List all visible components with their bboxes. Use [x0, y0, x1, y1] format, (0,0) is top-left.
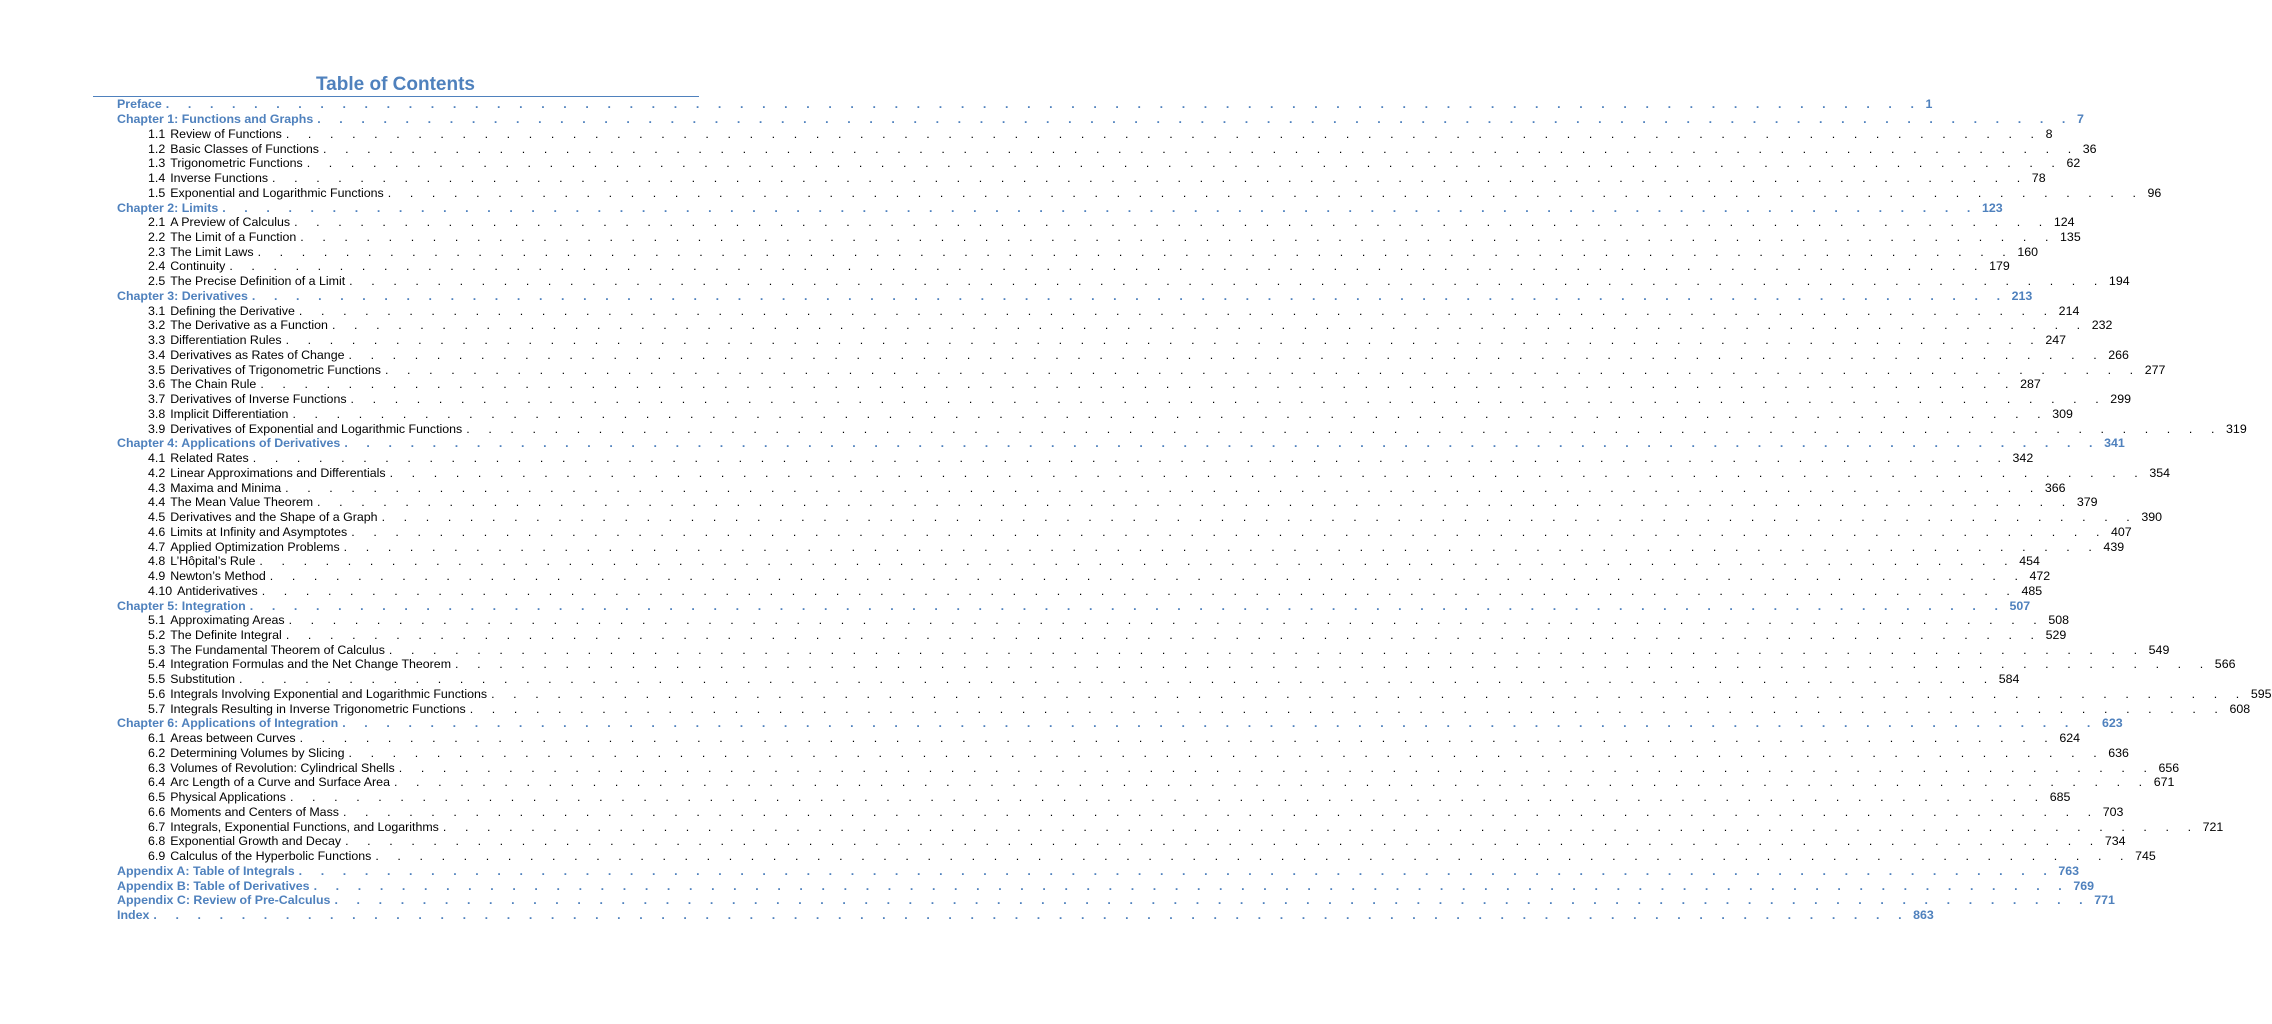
section-number: 5.5: [148, 672, 166, 687]
section-number: 2.3: [148, 244, 166, 259]
dot-leader: . . . . . . . . . . . . . . . . . . . . . . . . . . . . . . . . . . . . . . . . . . . . . . . . . . . . . . . . . . . . . . . . . . . . . . . . . . . . . . . .: [285, 126, 2042, 141]
section-number: 4.4: [148, 495, 166, 510]
entry-title: The Limit of a Function: [170, 230, 297, 245]
toc-section-entry[interactable]: [148, 126, 2053, 141]
dot-leader: . . . . . . . . . . . . . . . . . . . . . . . . . . . . . . . . . . . . . . . . . . . . . . . . . . . . . . . . . . . . . . . . . . . . . . . . . . . . . . . .: [288, 613, 2045, 628]
page-number: 277: [2144, 362, 2166, 377]
dot-leader: . . . . . . . . . . . . . . . . . . . . . . . . . . . . . . . . . . . . . . . . . . . . . . . . . . . . . . . . . . . . . . . . . . . . . . . . . . . . . . . .: [348, 745, 2105, 760]
dot-leader: . . . . . . . . . . . . . . . . . . . . . . . . . . . . . . . . . . . . . . . . . . . . . . . . . . . . . . . . . . . . . . . . . . . . . . . . . . . . . . . .: [469, 701, 2226, 716]
page-number: 213: [2011, 288, 2033, 303]
dot-leader: . . . . . . . . . . . . . . . . . . . . . . . . . . . . . . . . . . . . . . . . . . . . . . . . . . . . . . . . . . . . . . . . . . . . . . . . . . . . . . . .: [165, 97, 1922, 112]
section-number: 3.3: [148, 333, 166, 348]
section-number: 5.4: [148, 657, 166, 672]
section-number: 6.2: [148, 745, 166, 760]
dot-leader: . . . . . . . . . . . . . . . . . . . . . . . . . . . . . . . . . . . . . . . . . . . . . . . . . . . . . . . . . . . . . . . . . . . . . . . . . . . . . . . .: [153, 908, 1910, 923]
dot-leader: . . . . . . . . . . . . . . . . . . . . . . . . . . . . . . . . . . . . . . . . . . . . . . . . . . . . . . . . . . . . . . . . . . . . . . . . . . . . . . . .: [285, 480, 2041, 495]
section-number: 5.2: [148, 627, 166, 642]
entry-title: Inverse Functions: [170, 171, 269, 186]
section-number: 3.2: [148, 318, 166, 333]
dot-leader: . . . . . . . . . . . . . . . . . . . . . . . . . . . . . . . . . . . . . . . . . . . . . . . . . . . . . . . . . . . . . . . . . . . . . . . . . . . . . . . .: [269, 569, 2026, 584]
section-number: 1.1: [148, 126, 166, 141]
toc-section-entry[interactable]: [148, 171, 2046, 186]
entry-title: Appendix B: Table of Derivatives: [117, 878, 310, 893]
dot-leader: . . . . . . . . . . . . . . . . . . . . . . . . . . . . . . . . . . . . . . . . . . . . . . . . . . . . . . . . . . . . . . . . . . . . . . . . . . . . . . . .: [260, 377, 2017, 392]
section-number: 6.4: [148, 775, 166, 790]
page-number: 863: [1913, 908, 1934, 923]
page-number: 507: [2009, 598, 2031, 613]
toc-chapter-entry[interactable]: [117, 288, 2033, 304]
page-number: 135: [2060, 230, 2081, 245]
toc-section-entry[interactable]: [148, 421, 2247, 436]
page-number: 529: [2045, 627, 2067, 642]
page-number: 624: [2059, 731, 2081, 746]
section-number: 4.5: [148, 510, 166, 525]
page-number: 96: [2147, 185, 2162, 200]
entry-title: Moments and Centers of Mass: [170, 804, 339, 819]
toc-section-entry[interactable]: [148, 465, 2171, 481]
entry-title: Approximating Areas: [170, 613, 285, 628]
toc-section-entry[interactable]: [148, 141, 2097, 156]
dot-leader: . . . . . . . . . . . . . . . . . . . . . . . . . . . . . . . . . . . . . . . . . . . . . . . . . . . . . . . . . . . . . . . . . . . . . . . . . . . . . . . .: [350, 392, 2107, 407]
toc-section-entry[interactable]: [148, 760, 2180, 775]
toc-chapter-entry[interactable]: [117, 716, 2123, 731]
entry-title: Linear Approximations and Differentials: [170, 465, 386, 480]
entry-title: Determining Volumes by Slicing: [170, 745, 345, 760]
toc-section-entry[interactable]: [148, 185, 2162, 200]
page-number: 584: [1998, 672, 2020, 687]
toc-section-entry[interactable]: [148, 215, 2075, 230]
section-number: 6.9: [148, 849, 166, 864]
toc-section-entry[interactable]: [148, 613, 2070, 628]
toc-section-entry[interactable]: [148, 406, 2073, 422]
section-number: 6.7: [148, 819, 166, 834]
entry-title: Appendix A: Table of Integrals: [117, 863, 295, 878]
section-number: 2.2: [148, 230, 166, 245]
dot-leader: . . . . . . . . . . . . . . . . . . . . . . . . . . . . . . . . . . . . . . . . . . . . . . . . . . . . . . . . . . . . . . . . . . . . . . . . . . . . . . . .: [351, 524, 2107, 539]
entry-title: Continuity: [170, 259, 226, 274]
page-number: 194: [2108, 274, 2130, 289]
toc-section-entry[interactable]: [148, 790, 2071, 805]
dot-leader: . . . . . . . . . . . . . . . . . . . . . . . . . . . . . . . . . . . . . . . . . . . . . . . . . . . . . . . . . . . . . . . . . . . . . . . . . . . . . . . .: [342, 716, 2098, 731]
page-number: 407: [2111, 524, 2132, 539]
dot-leader: . . . . . . . . . . . . . . . . . . . . . . . . . . . . . . . . . . . . . . . . . . . . . . . . . . . . . . . . . . . . . . . . . . . . . . . . . . . . . . . .: [348, 347, 2105, 362]
section-number: 6.6: [148, 804, 166, 819]
page-number: 379: [2076, 495, 2098, 510]
section-number: 1.4: [148, 171, 166, 186]
section-number: 4.1: [148, 451, 166, 466]
section-number: 3.9: [148, 421, 166, 436]
section-number: 4.6: [148, 524, 166, 539]
dot-leader: . . . . . . . . . . . . . . . . . . . . . . . . . . . . . . . . . . . . . . . . . . . . . . . . . . . . . . . . . . . . . . . . . . . . . . . . . . . . . . . .: [455, 657, 2211, 672]
page-number: 763: [2058, 863, 2080, 878]
dot-leader: . . . . . . . . . . . . . . . . . . . . . . . . . . . . . . . . . . . . . . . . . . . . . . . . . . . . . . . . . . . . . . . . . . . . . . . . . . . . . . . .: [285, 333, 2042, 348]
dot-leader: . . . . . . . . . . . . . . . . . . . . . . . . . . . . . . . . . . . . . . . . . . . . . . . . . . . . . . . . . . . . . . . . . . . . . . . . . . . . . . . .: [313, 878, 2070, 893]
dot-leader: . . . . . . . . . . . . . . . . . . . . . . . . . . . . . . . . . . . . . . . . . . . . . . . . . . . . . . . . . . . . . . . . . . . . . . . . . . . . . . . .: [343, 539, 2100, 554]
page-number: 623: [2101, 716, 2123, 731]
page-number: 734: [2104, 834, 2126, 849]
dot-leader: . . . . . . . . . . . . . . . . . . . . . . . . . . . . . . . . . . . . . . . . . . . . . . . . . . . . . . . . . . . . . . . . . . . . . . . . . . . . . . . .: [491, 686, 2247, 701]
entry-title: L’Hôpital’s Rule: [170, 554, 256, 569]
section-number: 4.10: [148, 583, 173, 598]
section-number: 1.3: [148, 156, 166, 171]
toc-chapter-entry[interactable]: [117, 598, 2031, 613]
page-number: 439: [2103, 539, 2125, 554]
dot-leader: . . . . . . . . . . . . . . . . . . . . . . . . . . . . . . . . . . . . . . . . . . . . . . . . . . . . . . . . . . . . . . . . . . . . . . . . . . . . . . . .: [292, 406, 2049, 421]
entry-title: Chapter 2: Limits: [117, 200, 219, 215]
toc-section-entry[interactable]: [148, 554, 2040, 569]
dot-leader: . . . . . . . . . . . . . . . . . . . . . . . . . . . . . . . . . . . . . . . . . . . . . . . . . . . . . . . . . . . . . . . . . . . . . . . . . . . . . . . .: [229, 259, 1986, 274]
page-number: 179: [1989, 259, 2010, 274]
page-number: 160: [2017, 244, 2039, 259]
page-number: 769: [2073, 878, 2095, 893]
section-number: 6.3: [148, 760, 166, 775]
page-number: 595: [2250, 686, 2272, 701]
entry-title: Appendix C: Review of Pre-Calculus: [117, 893, 331, 908]
dot-leader: . . . . . . . . . . . . . . . . . . . . . . . . . . . . . . . . . . . . . . . . . . . . . . . . . . . . . . . . . . . . . . . . . . . . . . . . . . . . . . . .: [344, 436, 2101, 451]
section-number: 3.5: [148, 362, 166, 377]
entry-title: The Chain Rule: [170, 377, 257, 392]
page-number: 299: [2110, 392, 2131, 407]
toc-chapter-entry[interactable]: [117, 863, 2080, 878]
page-number: 247: [2045, 333, 2067, 348]
entry-title: Review of Functions: [170, 126, 282, 141]
toc-section-entry[interactable]: [148, 731, 2081, 746]
dot-leader: . . . . . . . . . . . . . . . . . . . . . . . . . . . . . . . . . . . . . . . . . . . . . . . . . . . . . . . . . . . . . . . . . . . . . . . . . . . . . . . .: [306, 156, 2063, 171]
toc-section-entry[interactable]: [148, 686, 2272, 702]
section-number: 2.4: [148, 259, 166, 274]
page-number: 508: [2048, 613, 2070, 628]
section-number: 4.7: [148, 539, 166, 554]
entry-title: Differentiation Rules: [170, 333, 282, 348]
entry-title: Defining the Derivative: [170, 303, 295, 318]
page-number: 266: [2108, 347, 2129, 362]
page-number: 390: [2141, 510, 2163, 525]
dot-leader: . . . . . . . . . . . . . . . . . . . . . . . . . . . . . . . . . . . . . . . . . . . . . . . . . . . . . . . . . . . . . . . . . . . . . . . . . . . . . . . .: [388, 642, 2145, 657]
page-number: 36: [2082, 141, 2097, 156]
entry-title: Derivatives as Rates of Change: [170, 347, 345, 362]
toc-section-entry[interactable]: [148, 274, 2130, 289]
entry-title: Antiderivatives: [177, 583, 258, 598]
dot-leader: . . . . . . . . . . . . . . . . . . . . . . . . . . . . . . . . . . . . . . . . . . . . . . . . . . . . . . . . . . . . . . . . . . . . . . . . . . . . . . . .: [249, 598, 2006, 613]
entry-title: Integrals Resulting in Inverse Trigonometric Functions: [170, 701, 466, 716]
page-number: 309: [2052, 406, 2073, 421]
page-number: 472: [2029, 569, 2051, 584]
dot-leader: . . . . . . . . . . . . . . . . . . . . . . . . . . . . . . . . . . . . . . . . . . . . . . . . . . . . . . . . . . . . . . . . . . . . . . . . . . . . . . . .: [285, 627, 2042, 642]
toc-section-entry[interactable]: [148, 642, 2170, 657]
toc-chapter-entry[interactable]: [117, 97, 1933, 112]
entry-title: Trigonometric Functions: [170, 156, 303, 171]
entry-title: Implicit Differentiation: [170, 406, 289, 421]
entry-title: Integrals, Exponential Functions, and Logarithms: [170, 819, 439, 834]
dot-leader: . . . . . . . . . . . . . . . . . . . . . . . . . . . . . . . . . . . . . . . . . . . . . . . . . . . . . . . . . . . . . . . . . . . . . . . . . . . . . . . .: [298, 863, 2055, 878]
toc-section-entry[interactable]: [148, 657, 2236, 672]
section-number: 5.7: [148, 701, 166, 716]
page-number: 287: [2020, 377, 2041, 392]
section-number: 3.7: [148, 392, 166, 407]
entry-title: The Definite Integral: [170, 627, 282, 642]
toc-section-entry[interactable]: [148, 495, 2098, 510]
entry-title: Newton’s Method: [170, 569, 266, 584]
entry-title: Exponential Growth and Decay: [170, 834, 342, 849]
toc-section-entry[interactable]: [148, 539, 2125, 554]
toc-section-entry[interactable]: [148, 451, 2034, 466]
entry-title: Arc Length of a Curve and Surface Area: [170, 775, 390, 790]
entry-title: The Precise Definition of a Limit: [170, 274, 346, 289]
section-number: 4.3: [148, 480, 166, 495]
page-number: 7: [2076, 112, 2084, 127]
section-number: 3.1: [148, 303, 166, 318]
entry-title: Chapter 1: Functions and Graphs: [117, 112, 314, 127]
section-number: 5.1: [148, 613, 166, 628]
toc-section-entry[interactable]: [148, 333, 2067, 348]
dot-leader: . . . . . . . . . . . . . . . . . . . . . . . . . . . . . . . . . . . . . . . . . . . . . . . . . . . . . . . . . . . . . . . . . . . . . . . . . . . . . . . .: [298, 303, 2055, 318]
toc-chapter-entry[interactable]: [117, 893, 2115, 908]
dot-leader: . . . . . . . . . . . . . . . . . . . . . . . . . . . . . . . . . . . . . . . . . . . . . . . . . . . . . . . . . . . . . . . . . . . . . . . . . . . . . . . .: [387, 185, 2144, 200]
dot-leader: . . . . . . . . . . . . . . . . . . . . . . . . . . . . . . . . . . . . . . . . . . . . . . . . . . . . . . . . . . . . . . . . . . . . . . . . . . . . . . . .: [252, 451, 2009, 466]
toc-section-entry[interactable]: [148, 480, 2066, 495]
toc-section-entry[interactable]: [148, 834, 2126, 849]
section-number: 5.6: [148, 686, 166, 701]
entry-title: Derivatives of Trigonometric Functions: [170, 362, 381, 377]
toc-section-entry[interactable]: [148, 156, 2081, 171]
entry-title: The Fundamental Theorem of Calculus: [170, 642, 385, 657]
dot-leader: . . . . . . . . . . . . . . . . . . . . . . . . . . . . . . . . . . . . . . . . . . . . . . . . . . . . . . . . . . . . . . . . . . . . . . . . . . . . . . . .: [257, 244, 2014, 259]
section-number: 3.8: [148, 406, 166, 421]
toc-section-entry[interactable]: [148, 701, 2251, 716]
toc-section-entry[interactable]: [148, 672, 2020, 687]
entry-title: Maxima and Minima: [170, 480, 282, 495]
dot-leader: . . . . . . . . . . . . . . . . . . . . . . . . . . . . . . . . . . . . . . . . . . . . . . . . . . . . . . . . . . . . . . . . . . . . . . . . . . . . . . . .: [300, 230, 2057, 245]
dot-leader: . . . . . . . . . . . . . . . . . . . . . . . . . . . . . . . . . . . . . . . . . . . . . . . . . . . . . . . . . . . . . . . . . . . . . . . . . . . . . . . .: [322, 141, 2079, 156]
toc-section-entry[interactable]: [148, 362, 2166, 377]
dot-leader: . . . . . . . . . . . . . . . . . . . . . . . . . . . . . . . . . . . . . . . . . . . . . . . . . . . . . . . . . . . . . . . . . . . . . . . . . . . . . . . .: [259, 554, 2016, 569]
toc-section-entry[interactable]: [148, 627, 2067, 643]
page-number: 366: [2044, 480, 2066, 495]
entry-title: Chapter 4: Applications of Derivatives: [117, 436, 341, 451]
entry-title: Integration Formulas and the Net Change Theorem: [170, 657, 452, 672]
entry-title: A Preview of Calculus: [170, 215, 291, 230]
entry-title: Preface: [117, 97, 162, 112]
entry-title: Derivatives and the Shape of a Graph: [170, 510, 378, 525]
entry-title: Derivatives of Exponential and Logarithmic Functions: [170, 421, 463, 436]
entry-title: Related Rates: [170, 451, 249, 466]
dot-leader: . . . . . . . . . . . . . . . . . . . . . . . . . . . . . . . . . . . . . . . . . . . . . . . . . . . . . . . . . . . . . . . . . . . . . . . . . . . . . . . .: [334, 893, 2091, 908]
section-number: 6.8: [148, 834, 166, 849]
toc-chapter-entry[interactable]: [117, 112, 2084, 127]
page-number: 341: [2104, 436, 2125, 451]
toc-section-entry[interactable]: [148, 510, 2163, 525]
entry-title: Exponential and Logarithmic Functions: [170, 185, 384, 200]
toc-section-entry[interactable]: [148, 318, 2113, 333]
toc-chapter-entry[interactable]: [117, 200, 2003, 215]
toc-section-entry[interactable]: [148, 745, 2129, 761]
dot-leader: . . . . . . . . . . . . . . . . . . . . . . . . . . . . . . . . . . . . . . . . . . . . . . . . . . . . . . . . . . . . . . . . . . . . . . . . . . . . . . . .: [222, 200, 1978, 215]
page-number: 123: [1981, 200, 2003, 215]
page-number: 454: [2019, 554, 2040, 569]
dot-leader: . . . . . . . . . . . . . . . . . . . . . . . . . . . . . . . . . . . . . . . . . . . . . . . . . . . . . . . . . . . . . . . . . . . . . . . . . . . . . . . .: [299, 731, 2056, 746]
page-number: 124: [2053, 215, 2075, 230]
dot-leader: . . . . . . . . . . . . . . . . . . . . . . . . . . . . . . . . . . . . . . . . . . . . . . . . . . . . . . . . . . . . . . . . . . . . . . . . . . . . . . . .: [381, 510, 2138, 525]
toc-chapter-entry[interactable]: [117, 908, 1934, 923]
toc-section-entry[interactable]: [148, 819, 2224, 834]
dot-leader: . . . . . . . . . . . . . . . . . . . . . . . . . . . . . . . . . . . . . . . . . . . . . . . . . . . . . . . . . . . . . . . . . . . . . . . . . . . . . . . .: [375, 849, 2132, 864]
toc-section-entry[interactable]: [148, 569, 2051, 584]
page-number: 214: [2058, 303, 2080, 318]
toc-chapter-entry[interactable]: [117, 436, 2125, 451]
page-number: 656: [2158, 760, 2180, 775]
entry-title: Index: [117, 908, 150, 923]
section-number: 3.4: [148, 347, 166, 362]
page-number: 671: [2153, 775, 2175, 790]
dot-leader: . . . . . . . . . . . . . . . . . . . . . . . . . . . . . . . . . . . . . . . . . . . . . . . . . . . . . . . . . . . . . . . . . . . . . . . . . . . . . . . .: [251, 288, 2008, 303]
toc-section-entry[interactable]: [148, 392, 2131, 407]
toc-section-entry[interactable]: [148, 230, 2081, 245]
section-number: 2.1: [148, 215, 166, 230]
page-number: 485: [2021, 583, 2043, 598]
toc-section-entry[interactable]: [148, 583, 2043, 598]
page-number: 549: [2148, 642, 2170, 657]
entry-title: Applied Optimization Problems: [170, 539, 340, 554]
section-number: 4.2: [148, 465, 166, 480]
entry-title: The Limit Laws: [170, 244, 254, 259]
section-number: 1.2: [148, 141, 166, 156]
page-number: 745: [2135, 849, 2156, 864]
toc-section-entry[interactable]: [148, 259, 2010, 274]
toc-chapter-entry[interactable]: [117, 878, 2095, 893]
entry-title: Basic Classes of Functions: [170, 141, 319, 156]
page-number: 566: [2214, 657, 2236, 672]
page-number: 232: [2091, 318, 2113, 333]
page-number: 1: [1925, 97, 1933, 112]
entry-title: Areas between Curves: [170, 731, 296, 746]
entry-title: Derivatives of Inverse Functions: [170, 392, 347, 407]
page-number: 685: [2049, 790, 2071, 805]
toc-section-entry[interactable]: [148, 377, 2041, 392]
dot-leader: . . . . . . . . . . . . . . . . . . . . . . . . . . . . . . . . . . . . . . . . . . . . . . . . . . . . . . . . . . . . . . . . . . . . . . . . . . . . . . . .: [389, 465, 2146, 480]
toc-section-entry[interactable]: [148, 849, 2156, 864]
entry-title: Chapter 5: Integration: [117, 598, 246, 613]
entry-title: Chapter 6: Applications of Integration: [117, 716, 339, 731]
entry-title: Volumes of Revolution: Cylindrical Shells: [170, 760, 395, 775]
dot-leader: . . . . . . . . . . . . . . . . . . . . . . . . . . . . . . . . . . . . . . . . . . . . . . . . . . . . . . . . . . . . . . . . . . . . . . . . . . . . . . . .: [345, 834, 2101, 849]
page-number: 354: [2149, 465, 2171, 480]
toc-section-entry[interactable]: [148, 804, 2124, 820]
page-number: 62: [2066, 156, 2081, 171]
entry-title: Limits at Infinity and Asymptotes: [170, 524, 348, 539]
section-number: 1.5: [148, 185, 166, 200]
toc-section-entry[interactable]: [148, 775, 2175, 790]
page-number: 8: [2045, 126, 2053, 141]
toc-section-entry[interactable]: [148, 244, 2039, 259]
toc-section-entry[interactable]: [148, 303, 2080, 318]
page-number: 771: [2094, 893, 2115, 908]
page-number: 342: [2012, 451, 2034, 466]
dot-leader: . . . . . . . . . . . . . . . . . . . . . . . . . . . . . . . . . . . . . . . . . . . . . . . . . . . . . . . . . . . . . . . . . . . . . . . . . . . . . . . .: [238, 672, 1995, 687]
section-number: 2.5: [148, 274, 166, 289]
dot-leader: . . . . . . . . . . . . . . . . . . . . . . . . . . . . . . . . . . . . . . . . . . . . . . . . . . . . . . . . . . . . . . . . . . . . . . . . . . . . . . . .: [294, 215, 2050, 230]
entry-title: Substitution: [170, 672, 235, 687]
dot-leader: . . . . . . . . . . . . . . . . . . . . . . . . . . . . . . . . . . . . . . . . . . . . . . . . . . . . . . . . . . . . . . . . . . . . . . . . . . . . . . . .: [261, 583, 2018, 598]
dot-leader: . . . . . . . . . . . . . . . . . . . . . . . . . . . . . . . . . . . . . . . . . . . . . . . . . . . . . . . . . . . . . . . . . . . . . . . . . . . . . . . .: [272, 171, 2028, 186]
dot-leader: . . . . . . . . . . . . . . . . . . . . . . . . . . . . . . . . . . . . . . . . . . . . . . . . . . . . . . . . . . . . . . . . . . . . . . . . . . . . . . . .: [398, 760, 2155, 775]
section-number: 5.3: [148, 642, 166, 657]
page-number: 636: [2108, 745, 2129, 760]
section-number: 3.6: [148, 377, 166, 392]
toc-title: Table of Contents: [315, 74, 476, 95]
dot-leader: . . . . . . . . . . . . . . . . . . . . . . . . . . . . . . . . . . . . . . . . . . . . . . . . . . . . . . . . . . . . . . . . . . . . . . . . . . . . . . . .: [349, 274, 2105, 289]
page-number: 319: [2226, 421, 2247, 436]
entry-title: The Derivative as a Function: [170, 318, 328, 333]
section-number: 4.8: [148, 554, 166, 569]
section-number: 6.5: [148, 790, 166, 805]
entry-title: Chapter 3: Derivatives: [117, 288, 248, 303]
page-number: 608: [2229, 701, 2251, 716]
page-number: 78: [2031, 171, 2046, 186]
entry-title: Calculus of the Hyperbolic Functions: [170, 849, 372, 864]
entry-title: Integrals Involving Exponential and Logarithmic Functions: [170, 686, 488, 701]
section-number: 6.1: [148, 731, 166, 746]
dot-leader: . . . . . . . . . . . . . . . . . . . . . . . . . . . . . . . . . . . . . . . . . . . . . . . . . . . . . . . . . . . . . . . . . . . . . . . . . . . . . . . .: [393, 775, 2150, 790]
dot-leader: . . . . . . . . . . . . . . . . . . . . . . . . . . . . . . . . . . . . . . . . . . . . . . . . . . . . . . . . . . . . . . . . . . . . . . . . . . . . . . . .: [466, 421, 2223, 436]
dot-leader: . . . . . . . . . . . . . . . . . . . . . . . . . . . . . . . . . . . . . . . . . . . . . . . . . . . . . . . . . . . . . . . . . . . . . . . . . . . . . . . .: [442, 819, 2199, 834]
dot-leader: . . . . . . . . . . . . . . . . . . . . . . . . . . . . . . . . . . . . . . . . . . . . . . . . . . . . . . . . . . . . . . . . . . . . . . . . . . . . . . . .: [317, 112, 2073, 127]
dot-leader: . . . . . . . . . . . . . . . . . . . . . . . . . . . . . . . . . . . . . . . . . . . . . . . . . . . . . . . . . . . . . . . . . . . . . . . . . . . . . . . .: [384, 362, 2141, 377]
page-number: 721: [2202, 819, 2224, 834]
entry-title: Physical Applications: [170, 790, 286, 805]
dot-leader: . . . . . . . . . . . . . . . . . . . . . . . . . . . . . . . . . . . . . . . . . . . . . . . . . . . . . . . . . . . . . . . . . . . . . . . . . . . . . . . .: [331, 318, 2088, 333]
section-number: 4.9: [148, 569, 166, 584]
dot-leader: . . . . . . . . . . . . . . . . . . . . . . . . . . . . . . . . . . . . . . . . . . . . . . . . . . . . . . . . . . . . . . . . . . . . . . . . . . . . . . . .: [289, 790, 2046, 805]
entry-title: The Mean Value Theorem: [170, 495, 314, 510]
toc-section-entry[interactable]: [148, 524, 2132, 539]
dot-leader: . . . . . . . . . . . . . . . . . . . . . . . . . . . . . . . . . . . . . . . . . . . . . . . . . . . . . . . . . . . . . . . . . . . . . . . . . . . . . . . .: [342, 804, 2099, 819]
toc-section-entry[interactable]: [148, 347, 2129, 363]
dot-leader: . . . . . . . . . . . . . . . . . . . . . . . . . . . . . . . . . . . . . . . . . . . . . . . . . . . . . . . . . . . . . . . . . . . . . . . . . . . . . . . .: [317, 495, 2073, 510]
page-number: 703: [2102, 804, 2124, 819]
